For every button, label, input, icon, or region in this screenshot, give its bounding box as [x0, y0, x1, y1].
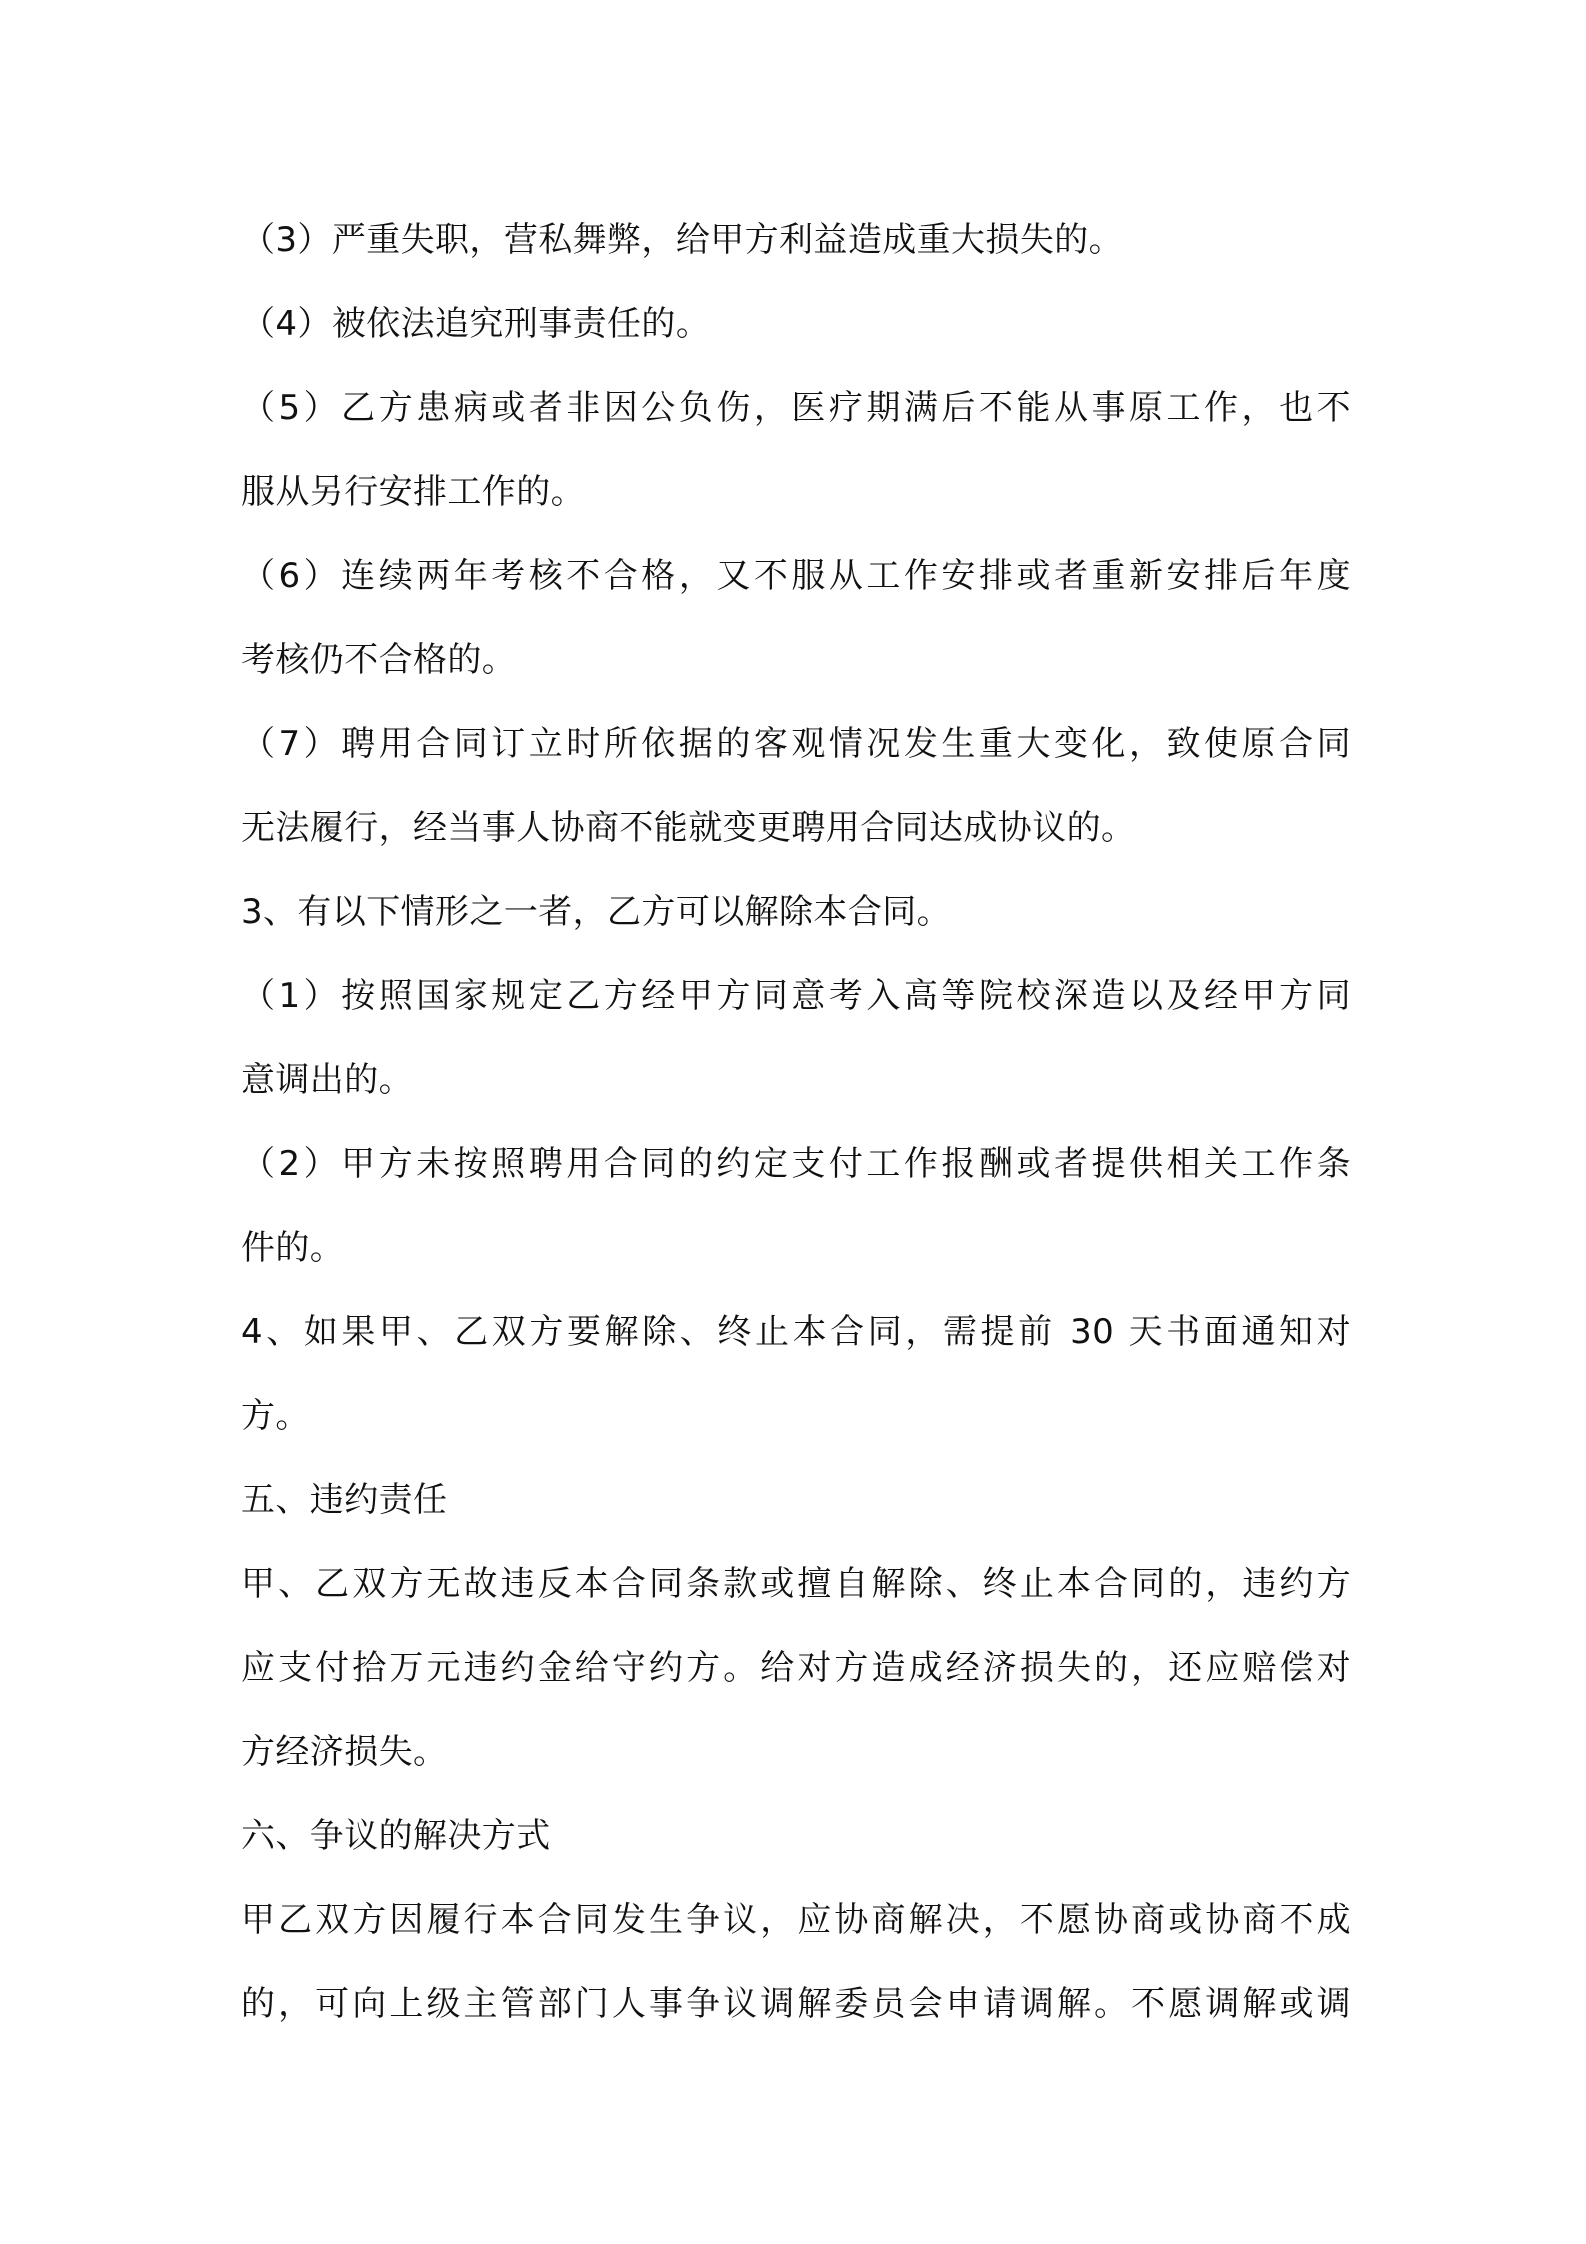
- text-line: 应支付拾万元违约金给守约方。给对方造成经济损失的，还应赔偿对: [241, 1648, 1351, 1688]
- text-line: 服从另行安排工作的。: [241, 472, 585, 512]
- text-line: 方。: [241, 1396, 310, 1436]
- section-heading: 五、违约责任: [241, 1480, 448, 1520]
- text-line: 4、如果甲、乙双方要解除、终止本合同，需提前 30 天书面通知对: [241, 1312, 1351, 1352]
- text-line: 甲乙双方因履行本合同发生争议，应协商解决，不愿协商或协商不成: [241, 1900, 1351, 1940]
- contract-text: [241, 198, 1351, 2046]
- section-heading: 六、争议的解决方式: [241, 1816, 551, 1856]
- text-line: （4）被依法追究刑事责任的。: [241, 304, 711, 344]
- text-line: （6）连续两年考核不合格，又不服从工作安排或者重新安排后年度: [241, 556, 1351, 596]
- text-line: 考核仍不合格的。: [241, 640, 517, 680]
- text-line: 甲、乙双方无故违反本合同条款或擅自解除、终止本合同的，违约方: [241, 1564, 1351, 1604]
- text-line: （1）按照国家规定乙方经甲方同意考入高等院校深造以及经甲方同: [241, 976, 1351, 1016]
- text-line: （7）聘用合同订立时所依据的客观情况发生重大变化，致使原合同: [241, 724, 1351, 764]
- text-line: 3、有以下情形之一者，乙方可以解除本合同。: [241, 892, 952, 932]
- text-line: 方经济损失。: [241, 1732, 448, 1772]
- text-line: （2）甲方未按照聘用合同的约定支付工作报酬或者提供相关工作条: [241, 1144, 1351, 1184]
- text-line: 无法履行，经当事人协商不能就变更聘用合同达成协议的。: [241, 808, 1136, 848]
- text-line: （5）乙方患病或者非因公负伤，医疗期满后不能从事原工作，也不: [241, 388, 1351, 428]
- text-line: 件的。: [241, 1228, 345, 1268]
- text-line: （3）严重失职，营私舞弊，给甲方利益造成重大损失的。: [241, 220, 1124, 260]
- text-line: 的，可向上级主管部门人事争议调解委员会申请调解。不愿调解或调: [241, 1984, 1351, 2024]
- text-line: 意调出的。: [241, 1060, 413, 1100]
